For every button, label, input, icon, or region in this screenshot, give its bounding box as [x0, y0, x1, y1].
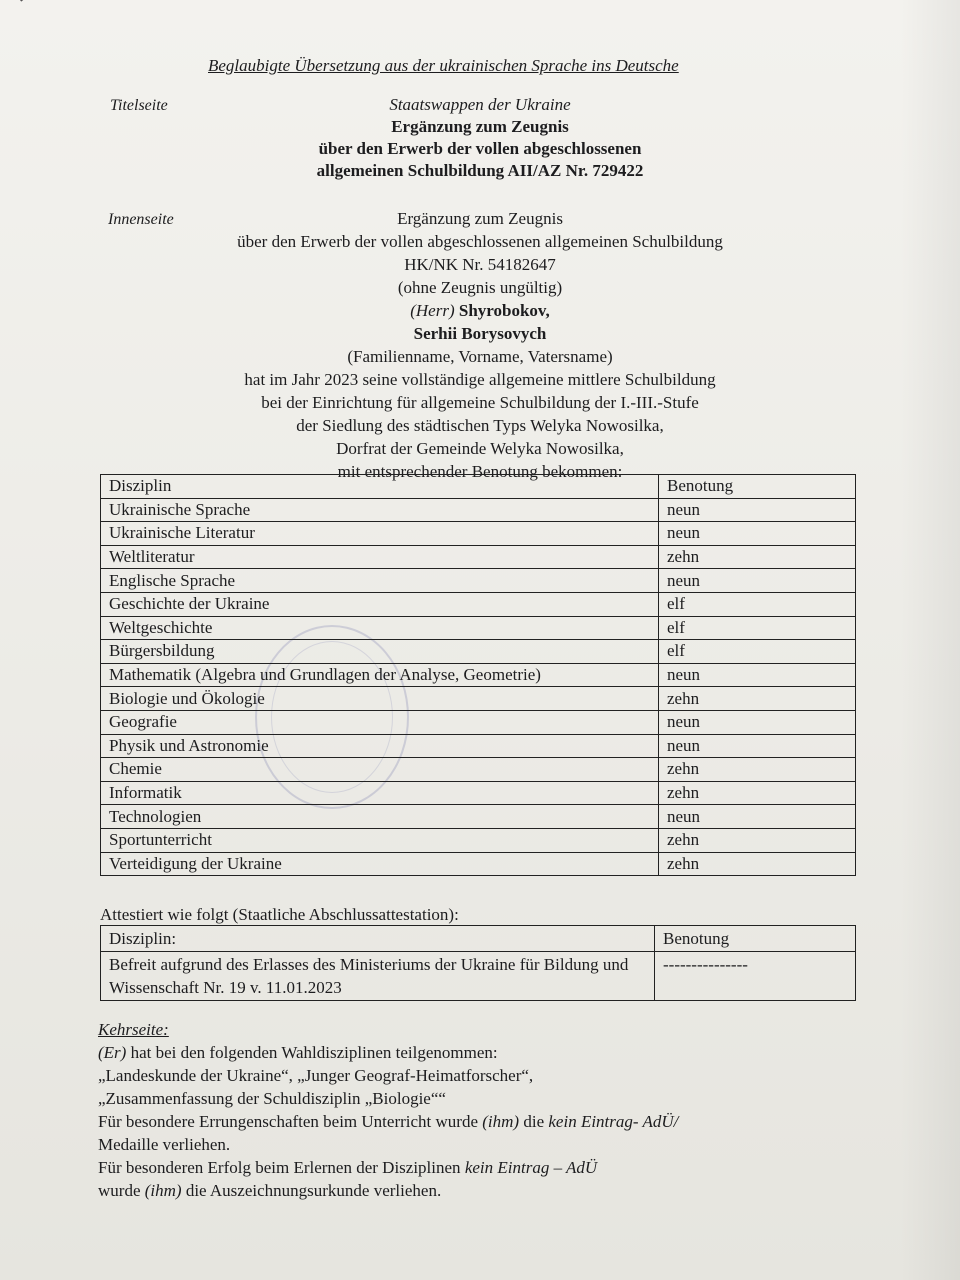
medal-text-b: die [523, 1112, 545, 1131]
grade-cell: neun [659, 805, 856, 829]
discipline-cell: Biologie und Ökologie [101, 687, 659, 711]
grade-cell: zehn [659, 781, 856, 805]
grade-cell: neun [659, 498, 856, 522]
grades-header-grade: Benotung [659, 475, 856, 499]
medal-line-2: Medaille verliehen. [98, 1135, 231, 1154]
table-row [101, 522, 856, 546]
holder-name-line [140, 299, 820, 322]
grades-table [100, 474, 856, 876]
grade-cell: neun [659, 522, 856, 546]
table-row [101, 687, 856, 711]
back-page-block [98, 1018, 818, 1202]
inner-title: Ergänzung zum Zeugnis [397, 209, 563, 228]
table-row [101, 592, 856, 616]
state-emblem-caption: Staatswappen der Ukraine [389, 95, 571, 114]
attestation-header-grade: Benotung [655, 926, 856, 952]
discipline-cell: Informatik [101, 781, 659, 805]
table-row [101, 781, 856, 805]
grade-cell: neun [659, 710, 856, 734]
honorific: (Herr) [410, 301, 455, 320]
cover-title: Ergänzung zum Zeugnis [391, 117, 569, 136]
electives-list-1: „Landeskunde der Ukraine“, „Junger Geograf-Heimatforscher“, [98, 1066, 534, 1085]
attestation-header-row [101, 926, 856, 952]
cover-block [140, 94, 820, 182]
discipline-cell: Sportunterricht [101, 828, 659, 852]
cover-subtitle: über den Erwerb der vollen abgeschlossenen [318, 139, 642, 158]
translation-title: Beglaubigte Übersetzung aus der ukrainischen Sprache ins Deutsche [208, 56, 679, 75]
cover-page-label: Titelseite [110, 97, 168, 114]
award-line-2 [98, 1179, 818, 1202]
attestation-table [100, 925, 856, 1001]
grade-cell: zehn [659, 687, 856, 711]
attestation-header-discipline: Disziplin: [101, 926, 655, 952]
name-caption: (Familienname, Vorname, Vatersname) [347, 347, 613, 366]
grade-cell: zehn [659, 828, 856, 852]
grade-cell: elf [659, 616, 856, 640]
award-text-b: wurde [98, 1181, 141, 1200]
discipline-cell: Mathematik (Algebra und Grundlagen der Analyse, Geometrie) [101, 663, 659, 687]
table-row [101, 758, 856, 782]
attestation-heading: Attestiert wie folgt (Staatliche Abschlussattestation): [100, 905, 459, 924]
discipline-cell: Chemie [101, 758, 659, 782]
grade-cell: elf [659, 592, 856, 616]
completion-statement: hat im Jahr 2023 seine vollständige allgemeine mittlere Schulbildung [244, 370, 716, 389]
grade-cell: elf [659, 640, 856, 664]
attestation-exemption-text: Befreit aufgrund des Erlasses des Ministeriums der Ukraine für Bildung und Wissenschaft Nr. 19 v. 11.01.2023 [101, 952, 655, 1001]
table-row [101, 805, 856, 829]
table-row [101, 852, 856, 876]
table-row [101, 569, 856, 593]
school-line: bei der Einrichtung für allgemeine Schulbildung der I.-III.-Stufe [261, 393, 699, 412]
discipline-cell: Technologien [101, 805, 659, 829]
inner-number: HK/NK Nr. 54182647 [404, 255, 556, 274]
grades-header-discipline: Disziplin [101, 475, 659, 499]
table-row [101, 710, 856, 734]
discipline-cell: Ukrainische Sprache [101, 498, 659, 522]
discipline-cell: Geografie [101, 710, 659, 734]
medal-no-entry: kein Eintrag- AdÜ/ [548, 1112, 679, 1131]
electives-list-2: „Zusammenfassung der Schuldisziplin „Biologie““ [98, 1089, 446, 1108]
discipline-cell: Physik und Astronomie [101, 734, 659, 758]
grade-cell: zehn [659, 545, 856, 569]
table-row [101, 498, 856, 522]
pronoun-er: (Er) [98, 1043, 127, 1062]
page-shadow [900, 0, 960, 1280]
table-row [101, 734, 856, 758]
electives-line [98, 1041, 818, 1064]
award-text-c: die Auszeichnungsurkunde verliehen. [185, 1181, 442, 1200]
validity-note: (ohne Zeugnis ungültig) [397, 278, 563, 297]
settlement-line: der Siedlung des städtischen Typs Welyka Nowosilka, [296, 416, 664, 435]
discipline-cell: Weltgeschichte [101, 616, 659, 640]
discipline-cell: Englische Sprache [101, 569, 659, 593]
attestation-row [101, 952, 856, 1001]
discipline-cell: Verteidigung der Ukraine [101, 852, 659, 876]
holder-given-name: Serhii Borysovych [413, 324, 547, 343]
medal-text-a: Für besondere Errungenschaften beim Unterricht wurde [98, 1112, 479, 1131]
cover-certificate-number: allgemeinen Schulbildung AII/AZ Nr. 729422 [316, 161, 644, 180]
discipline-cell: Ukrainische Literatur [101, 522, 659, 546]
back-page-label: Kehrseite: [98, 1020, 169, 1039]
inner-subtitle: über den Erwerb der vollen abgeschlossenen allgemeinen Schulbildung [237, 232, 723, 251]
discipline-cell: Bürgersbildung [101, 640, 659, 664]
inner-block [140, 207, 820, 483]
grade-cell: neun [659, 569, 856, 593]
award-text-a: Für besonderen Erfolg beim Erlernen der Disziplinen [98, 1158, 461, 1177]
award-line [98, 1156, 818, 1179]
table-row [101, 640, 856, 664]
grade-cell: neun [659, 734, 856, 758]
grades-intro: mit entsprechender Benotung bekommen: [337, 462, 623, 481]
grade-cell: neun [659, 663, 856, 687]
award-no-entry: kein Eintrag – AdÜ [464, 1158, 598, 1177]
discipline-cell: Weltliteratur [101, 545, 659, 569]
grade-cell: zehn [659, 852, 856, 876]
inner-page-label: Innenseite [108, 211, 174, 228]
grades-header-row [101, 475, 856, 499]
table-row [101, 616, 856, 640]
table-row [101, 828, 856, 852]
table-row [101, 545, 856, 569]
electives-text: hat bei den folgenden Wahldisziplinen teilgenommen: [130, 1043, 498, 1062]
pronoun-ihm-2: (ihm) [144, 1181, 182, 1200]
holder-surname: Shyrobokov, [458, 301, 550, 320]
medal-line [98, 1110, 818, 1133]
council-line: Dorfrat der Gemeinde Welyka Nowosilka, [336, 439, 624, 458]
pronoun-ihm: (ihm) [482, 1112, 520, 1131]
attestation-grade: --------------- [655, 952, 856, 1001]
table-row [101, 663, 856, 687]
discipline-cell: Geschichte der Ukraine [101, 592, 659, 616]
grade-cell: zehn [659, 758, 856, 782]
